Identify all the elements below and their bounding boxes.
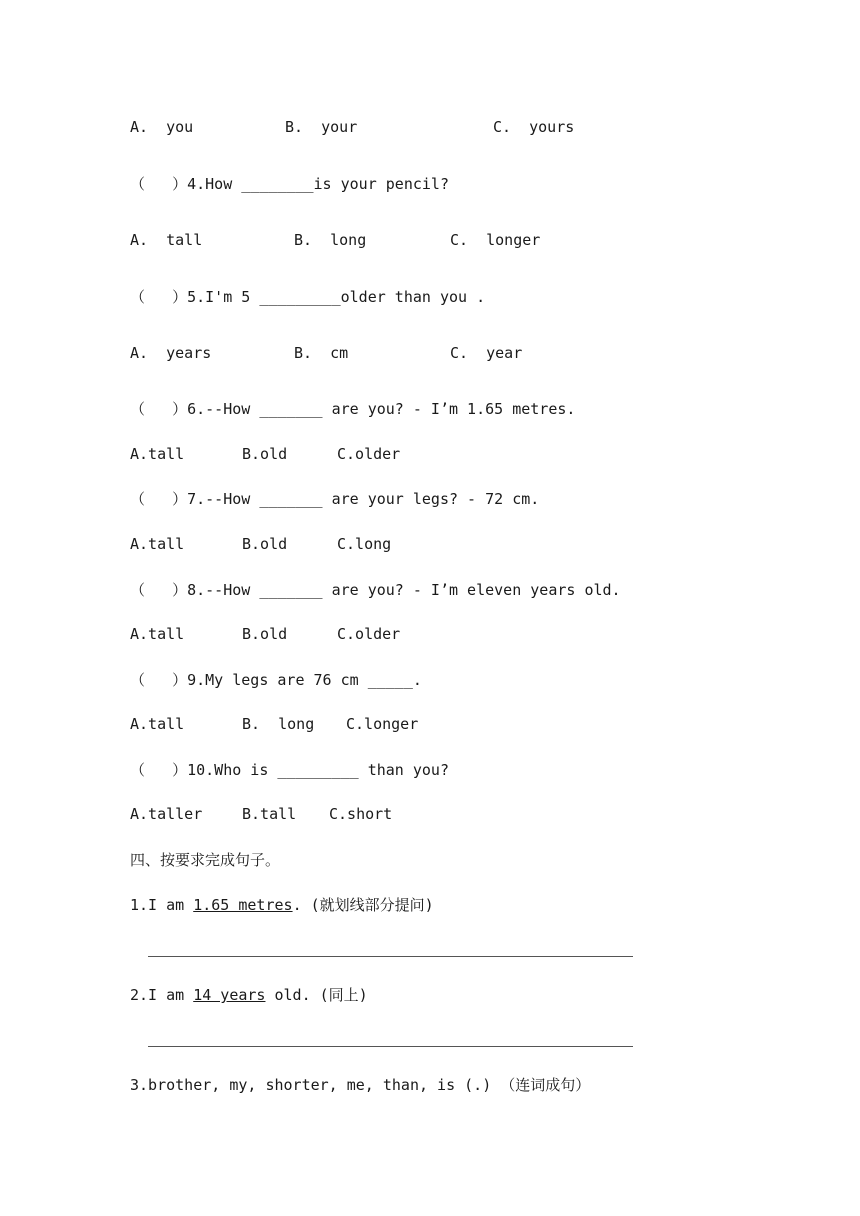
q10-option-b: B.tall bbox=[242, 805, 297, 823]
sentence-1-pre: 1.I am bbox=[130, 896, 194, 914]
q6-stem: （ ）6.--How _______ are you? - I’m 1.65 metres. bbox=[130, 400, 576, 418]
q7-option-c: C.long bbox=[337, 535, 392, 553]
sentence-1 bbox=[130, 895, 434, 915]
sentence-2 bbox=[130, 985, 368, 1005]
q10-stem: （ ）10.Who is _________ than you? bbox=[130, 761, 449, 779]
q4-option-c: C. longer bbox=[450, 231, 541, 249]
sentence-2-pre: 2.I am bbox=[130, 986, 194, 1004]
q7-option-a: A.tall bbox=[130, 535, 185, 553]
sentence-2-post: old. (同上) bbox=[265, 986, 368, 1004]
q9-option-a: A.tall bbox=[130, 715, 185, 733]
q3-option-a: A. you bbox=[130, 118, 194, 136]
q8-option-c: C.older bbox=[337, 625, 401, 643]
q6-option-c: C.older bbox=[337, 445, 401, 463]
q6-option-a: A.tall bbox=[130, 445, 185, 463]
q5-stem: （ ）5.I'm 5 _________older than you . bbox=[130, 288, 486, 306]
q10-option-c: C.short bbox=[329, 805, 393, 823]
q8-option-a: A.tall bbox=[130, 625, 185, 643]
q8-option-b: B.old bbox=[242, 625, 288, 643]
sentence-1-post: . (就划线部分提问) bbox=[292, 896, 434, 914]
section-heading: 四、按要求完成句子。 bbox=[130, 851, 281, 869]
answer-line-2 bbox=[148, 1046, 633, 1047]
sentence-1-underlined: 1.65 metres bbox=[193, 896, 293, 914]
q4-option-b: B. long bbox=[294, 231, 367, 249]
q6-option-b: B.old bbox=[242, 445, 288, 463]
q9-stem: （ ）9.My legs are 76 cm _____. bbox=[130, 671, 422, 689]
q9-option-c: C.longer bbox=[346, 715, 419, 733]
q3-option-c: C. yours bbox=[493, 118, 575, 136]
q7-stem: （ ）7.--How _______ are your legs? - 72 cm. bbox=[130, 490, 540, 508]
sentence-3: 3.brother, my, shorter, me, than, is (.) （连词成句） bbox=[130, 1076, 591, 1094]
q9-option-b: B. long bbox=[242, 715, 315, 733]
q4-option-a: A. tall bbox=[130, 231, 203, 249]
q4-stem: （ ）4.How ________is your pencil? bbox=[130, 175, 449, 193]
q5-option-b: B. cm bbox=[294, 344, 349, 362]
q7-option-b: B.old bbox=[242, 535, 288, 553]
q8-stem: （ ）8.--How _______ are you? - I’m eleven years old. bbox=[130, 581, 621, 599]
q10-option-a: A.taller bbox=[130, 805, 203, 823]
sentence-2-underlined: 14 years bbox=[193, 986, 266, 1004]
answer-line-1 bbox=[148, 956, 633, 957]
q3-option-b: B. your bbox=[285, 118, 358, 136]
q5-option-c: C. year bbox=[450, 344, 523, 362]
q5-option-a: A. years bbox=[130, 344, 212, 362]
